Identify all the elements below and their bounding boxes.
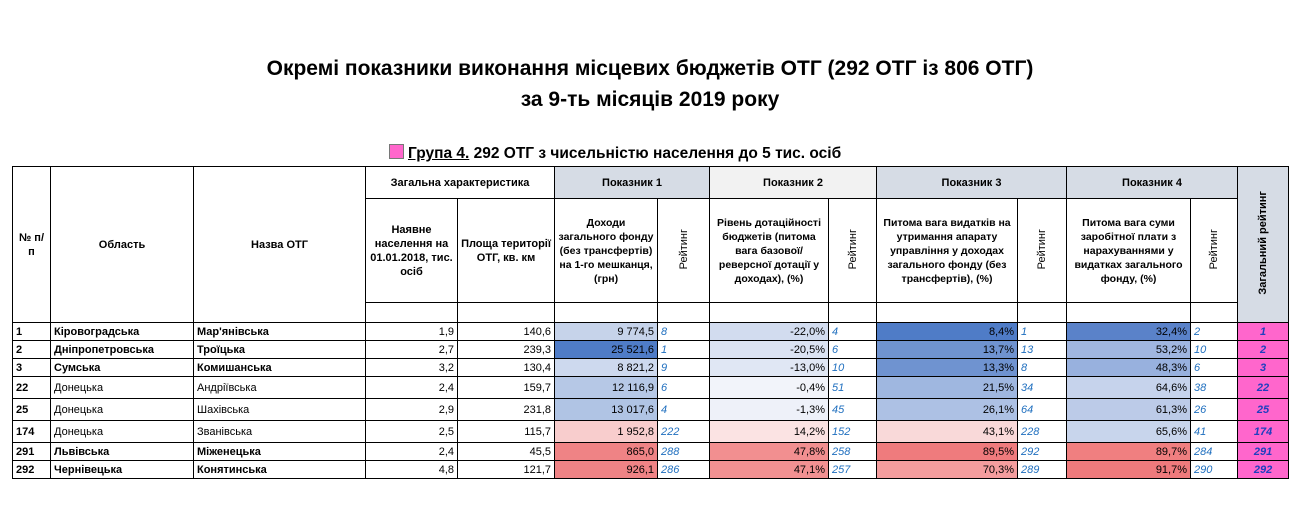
otg-name-cell: Конятинська: [194, 461, 366, 479]
table-row: [13, 377, 1289, 399]
p2-value-cell: 47,1%: [710, 461, 829, 479]
spacer-cell: [829, 303, 877, 323]
p1-rating-cell: 1: [658, 341, 710, 359]
p1-rating-cell: 8: [658, 323, 710, 341]
p1-value-cell: 1 952,8: [555, 421, 658, 443]
total-rating-cell: 1: [1238, 323, 1289, 341]
p2-rating-cell: 10: [829, 359, 877, 377]
table-row: [13, 323, 1289, 341]
area-cell: 45,5: [458, 443, 555, 461]
p2-value-cell: 47,8%: [710, 443, 829, 461]
p2-rating-cell: 6: [829, 341, 877, 359]
otg-name-cell: Міженецька: [194, 443, 366, 461]
spacer-cell: [555, 303, 658, 323]
otg-name-cell: Шахівська: [194, 399, 366, 421]
col-header-p1-desc: Доходи загального фонду (без трансфертів) на 1-го мешканця, (грн): [555, 199, 658, 303]
region-cell: Кіровоградська: [51, 323, 194, 341]
region-cell: Дніпропетровська: [51, 341, 194, 359]
total-rating-cell: 291: [1238, 443, 1289, 461]
p3-value-cell: 21,5%: [877, 377, 1018, 399]
col-header-p1-rating: Рейтинг: [658, 199, 710, 303]
col-header-p4: Показник 4: [1067, 167, 1238, 199]
p4-value-cell: 65,6%: [1067, 421, 1191, 443]
area-cell: 140,6: [458, 323, 555, 341]
p2-value-cell: -1,3%: [710, 399, 829, 421]
row-number: 2: [13, 341, 51, 359]
p2-value-cell: -0,4%: [710, 377, 829, 399]
table-row: [13, 421, 1289, 443]
p3-value-cell: 89,5%: [877, 443, 1018, 461]
table-row: [13, 341, 1289, 359]
p4-rating-cell: 284: [1191, 443, 1238, 461]
p2-rating-cell: 51: [829, 377, 877, 399]
col-header-p2-desc: Рівень дотаційності бюджетів (питома вага базової/ реверсної дотації у доходах), (%): [710, 199, 829, 303]
p3-value-cell: 70,3%: [877, 461, 1018, 479]
p1-value-cell: 865,0: [555, 443, 658, 461]
row-number: 174: [13, 421, 51, 443]
region-cell: Львівська: [51, 443, 194, 461]
spacer-cell: [1191, 303, 1238, 323]
row-number: 1: [13, 323, 51, 341]
page-subtitle: за 9-ть місяців 2019 року: [520, 88, 780, 111]
population-cell: 1,9: [366, 323, 458, 341]
col-header-p2-rating: Рейтинг: [829, 199, 877, 303]
p4-value-cell: 61,3%: [1067, 399, 1191, 421]
col-header-p4-rating: Рейтинг: [1191, 199, 1238, 303]
area-cell: 231,8: [458, 399, 555, 421]
p1-rating-cell: 286: [658, 461, 710, 479]
p1-rating-cell: 9: [658, 359, 710, 377]
spacer-cell: [1018, 303, 1067, 323]
region-cell: Донецька: [51, 377, 194, 399]
spacer-cell: [658, 303, 710, 323]
col-header-population: Наявне населення на 01.01.2018, тис. осіб: [366, 199, 458, 303]
spacer-cell: [877, 303, 1018, 323]
total-rating-cell: 292: [1238, 461, 1289, 479]
page-title: Окремі показники виконання місцевих бюджетів ОТГ (292 ОТГ із 806 ОТГ): [266, 57, 1034, 80]
p3-value-cell: 43,1%: [877, 421, 1018, 443]
col-header-p3: Показник 3: [877, 167, 1067, 199]
p1-value-cell: 9 774,5: [555, 323, 658, 341]
p2-rating-cell: 257: [829, 461, 877, 479]
table-row: [13, 461, 1289, 479]
total-rating-cell: 174: [1238, 421, 1289, 443]
p1-value-cell: 926,1: [555, 461, 658, 479]
p1-value-cell: 12 116,9: [555, 377, 658, 399]
p1-value-cell: 25 521,6: [555, 341, 658, 359]
p3-rating-cell: 1: [1018, 323, 1067, 341]
population-cell: 2,4: [366, 443, 458, 461]
p2-rating-cell: 4: [829, 323, 877, 341]
region-cell: Донецька: [51, 399, 194, 421]
p4-rating-cell: 6: [1191, 359, 1238, 377]
row-number: 291: [13, 443, 51, 461]
population-cell: 2,5: [366, 421, 458, 443]
otg-name-cell: Званівська: [194, 421, 366, 443]
col-header-p4-desc: Питома вага суми заробітної плати з нарахуваннями у видатках загального фонду, (%): [1067, 199, 1191, 303]
region-cell: Чернівецька: [51, 461, 194, 479]
col-header-area: Площа території ОТГ, кв. км: [458, 199, 555, 303]
p1-rating-cell: 288: [658, 443, 710, 461]
otg-name-cell: Мар'янівська: [194, 323, 366, 341]
p2-value-cell: 14,2%: [710, 421, 829, 443]
population-cell: 2,4: [366, 377, 458, 399]
area-cell: 239,3: [458, 341, 555, 359]
row-number: 3: [13, 359, 51, 377]
p4-value-cell: 89,7%: [1067, 443, 1191, 461]
total-rating-cell: 2: [1238, 341, 1289, 359]
p3-rating-cell: 289: [1018, 461, 1067, 479]
p1-rating-cell: 6: [658, 377, 710, 399]
total-rating-cell: 22: [1238, 377, 1289, 399]
p3-rating-cell: 13: [1018, 341, 1067, 359]
p3-rating-cell: 34: [1018, 377, 1067, 399]
p1-value-cell: 13 017,6: [555, 399, 658, 421]
otg-name-cell: Троїцька: [194, 341, 366, 359]
p4-rating-cell: 41: [1191, 421, 1238, 443]
col-header-general: Загальна характеристика: [366, 167, 555, 199]
area-cell: 130,4: [458, 359, 555, 377]
p2-rating-cell: 45: [829, 399, 877, 421]
total-rating-cell: 25: [1238, 399, 1289, 421]
p3-value-cell: 13,3%: [877, 359, 1018, 377]
p3-rating-cell: 292: [1018, 443, 1067, 461]
p2-rating-cell: 258: [829, 443, 877, 461]
p2-rating-cell: 152: [829, 421, 877, 443]
p4-rating-cell: 26: [1191, 399, 1238, 421]
col-header-p1: Показник 1: [555, 167, 710, 199]
p4-rating-cell: 2: [1191, 323, 1238, 341]
area-cell: 159,7: [458, 377, 555, 399]
spacer-cell: [710, 303, 829, 323]
region-cell: Сумська: [51, 359, 194, 377]
p4-value-cell: 53,2%: [1067, 341, 1191, 359]
col-header-region: Область: [51, 167, 194, 323]
p3-value-cell: 26,1%: [877, 399, 1018, 421]
group-caption: [389, 144, 841, 163]
spacer-cell: [458, 303, 555, 323]
total-rating-cell: 3: [1238, 359, 1289, 377]
p3-value-cell: 8,4%: [877, 323, 1018, 341]
p3-rating-cell: 228: [1018, 421, 1067, 443]
col-header-p3-desc: Питома вага видатків на утримання апарату управління у доходах загального фонду (без трансфертів), (%): [877, 199, 1018, 303]
population-cell: 3,2: [366, 359, 458, 377]
table-row: [13, 443, 1289, 461]
spacer-cell: [366, 303, 458, 323]
p3-value-cell: 13,7%: [877, 341, 1018, 359]
p2-value-cell: -13,0%: [710, 359, 829, 377]
p4-rating-cell: 10: [1191, 341, 1238, 359]
p4-value-cell: 91,7%: [1067, 461, 1191, 479]
table-row: [13, 359, 1289, 377]
budget-table: [12, 166, 1289, 479]
p3-rating-cell: 8: [1018, 359, 1067, 377]
area-cell: 121,7: [458, 461, 555, 479]
population-cell: 2,9: [366, 399, 458, 421]
population-cell: 2,7: [366, 341, 458, 359]
spacer-cell: [1067, 303, 1191, 323]
col-header-p3-rating: Рейтинг: [1018, 199, 1067, 303]
p3-rating-cell: 64: [1018, 399, 1067, 421]
row-number: 292: [13, 461, 51, 479]
p4-rating-cell: 38: [1191, 377, 1238, 399]
table-row: [13, 399, 1289, 421]
p1-value-cell: 8 821,2: [555, 359, 658, 377]
col-header-total-rating: Загальний рейтинг: [1238, 167, 1289, 323]
area-cell: 115,7: [458, 421, 555, 443]
region-cell: Донецька: [51, 421, 194, 443]
p1-rating-cell: 222: [658, 421, 710, 443]
p4-value-cell: 64,6%: [1067, 377, 1191, 399]
row-number: 22: [13, 377, 51, 399]
p4-value-cell: 32,4%: [1067, 323, 1191, 341]
otg-name-cell: Андріївська: [194, 377, 366, 399]
otg-name-cell: Комишанська: [194, 359, 366, 377]
p2-value-cell: -22,0%: [710, 323, 829, 341]
p4-rating-cell: 290: [1191, 461, 1238, 479]
population-cell: 4,8: [366, 461, 458, 479]
col-header-otg: Назва ОТГ: [194, 167, 366, 323]
p1-rating-cell: 4: [658, 399, 710, 421]
row-number: 25: [13, 399, 51, 421]
group-color-swatch: [389, 144, 404, 159]
p2-value-cell: -20,5%: [710, 341, 829, 359]
group-name: Група 4.: [408, 145, 470, 162]
col-header-num: № п/п: [13, 167, 51, 323]
group-description: 292 ОТГ з чисельністю населення до 5 тис. осіб: [469, 145, 842, 162]
p4-value-cell: 48,3%: [1067, 359, 1191, 377]
col-header-p2: Показник 2: [710, 167, 877, 199]
